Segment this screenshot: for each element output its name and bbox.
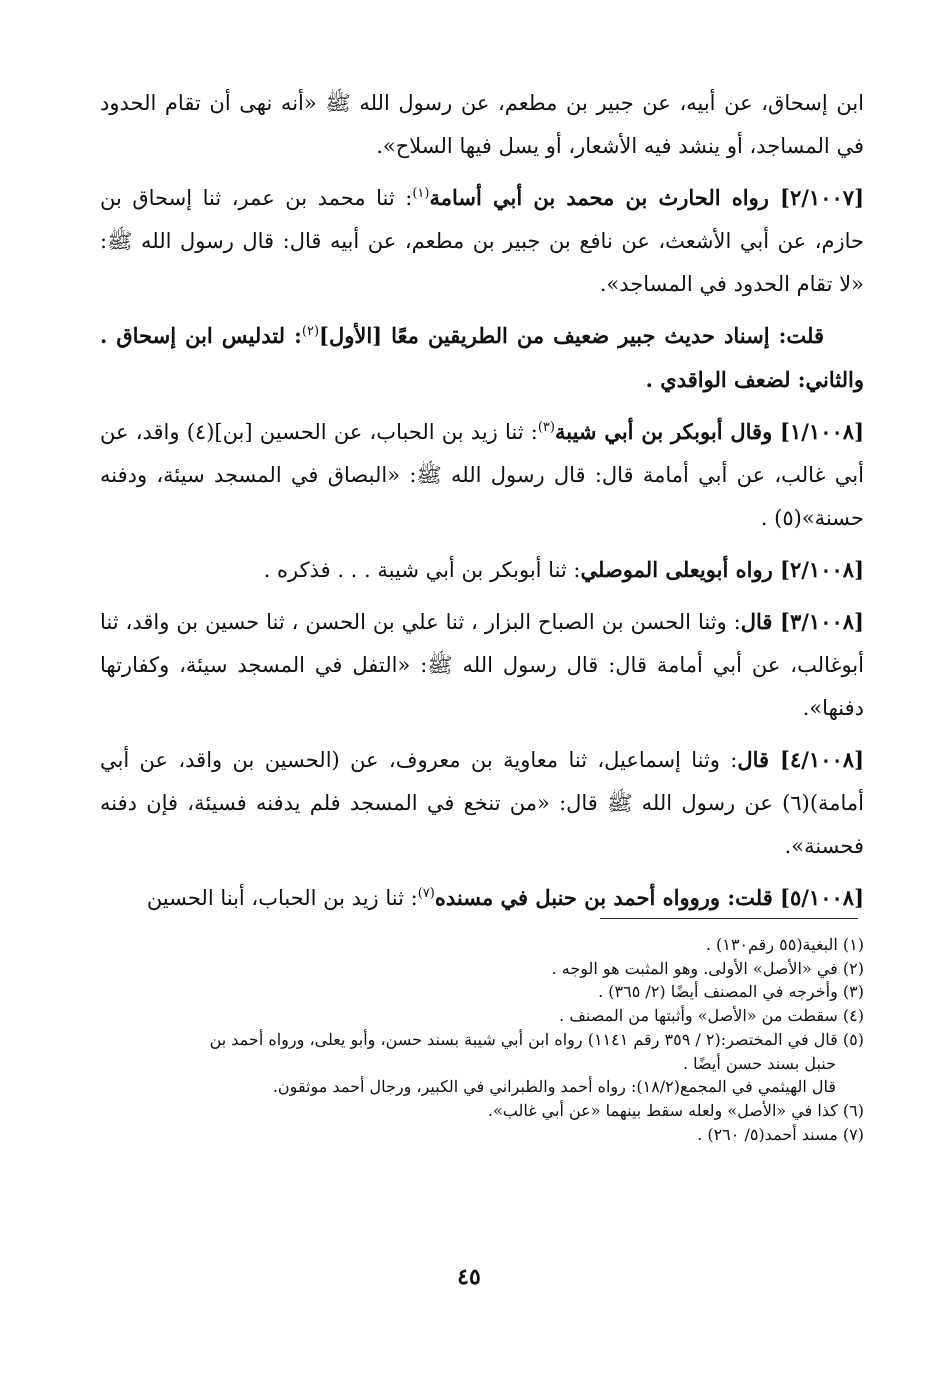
- footnote-marker: (١): [412, 186, 430, 201]
- footnote-text: (٤) سقطت من «الأصل» وأثبتها من المصنف .: [559, 1006, 864, 1026]
- paragraph-text: : لتدليس ابن إسحاق . والثاني: لضعف الواقدي .: [100, 323, 864, 392]
- main-text: [100, 82, 864, 920]
- footnote-4: [96, 1004, 864, 1028]
- footnote-2: [96, 957, 864, 981]
- paragraph-1: [100, 82, 864, 168]
- paragraph-text: : ثنا زيد بن الحباب، عن الحسين [بن](٤) واقد، عن أبي غالب، عن أبي أمامة قال: قال رسول الله ﷺ: «البصاق في المسجد سيئة، ودفنه حسنة»(٥) .: [100, 420, 864, 530]
- footnote-text: قال الهيثمي في المجمع(١٨/٢): رواه أحمد والطبراني في الكبير، ورجال أحمد موثقون.: [272, 1077, 836, 1097]
- paragraph-7: [100, 738, 864, 868]
- paragraph-8: [100, 876, 864, 920]
- paragraph-text: : وثنا إسماعيل، ثنا معاوية بن معروف، عن (الحسين بن واقد، عن أبي أمامة)(٦) عن رسول الله ﷺ قال: «من تنخع في المسجد فلم يدفنه فسيئة، فإن دفنه فحسنة».: [100, 748, 864, 858]
- footnote-text: (٣) وأخرجه في المصنف أيضًا (٢/ ٣٦٥) .: [598, 982, 864, 1002]
- footnote-marker: (٢): [301, 324, 320, 339]
- hadith-ref: [٥/١٠٠٨] قلت: وروواه أحمد بن حنبل في مسنده: [434, 885, 864, 910]
- paragraph-text: ابن إسحاق، عن أبيه، عن جبير بن مطعم، عن رسول الله ﷺ «أنه نهى أن تقام الحدود في المساجد، أو ينشد فيه الأشعار، أو يسل فيها السلاح».: [100, 91, 864, 158]
- paragraph-text: : ثنا أبوبكر بن أبي شيبة . . . فذكره .: [263, 558, 581, 582]
- page-number: ٤٥: [457, 1264, 481, 1290]
- hadith-ref: [١/١٠٠٨] وقال أبوبكر بن أبي شيبة: [554, 419, 864, 444]
- footnotes: [96, 933, 864, 1146]
- hadith-ref: [٢/١٠٠٨] رواه أبويعلى الموصلي: [580, 557, 864, 582]
- footnote-1: [96, 933, 864, 957]
- paragraph-2: [100, 176, 864, 306]
- hadith-ref: قلت: إسناد حديث جبير ضعيف من الطريقين معًا [الأول]: [319, 323, 824, 348]
- hadith-ref: [٤/١٠٠٨] قال: [737, 747, 864, 772]
- hadith-ref: [٣/١٠٠٨] قال: [740, 609, 864, 634]
- footnote-text: (٧) مسند أحمد(٥/ ٢٦٠) .: [697, 1124, 864, 1144]
- paragraph-5: [100, 548, 864, 592]
- paragraph-text: : ثنا محمد بن عمر، ثنا إسحاق بن حازم، عن أبي الأشعث، عن نافع بن جبير بن مطعم، عن أبيه قال: قال رسول الله ﷺ: «لا تقام الحدود في المساجد».: [100, 186, 864, 296]
- footnote-text: (٢) في «الأصل» الأولى. وهو المثبت هو الوجه .: [551, 958, 864, 978]
- paragraph-3: [100, 314, 864, 402]
- footnote-marker: (٧): [417, 886, 435, 901]
- footnote-marker: (٣): [537, 420, 555, 435]
- footnote-divider: [600, 918, 858, 919]
- paragraph-4: [100, 410, 864, 540]
- footnote-3: [96, 980, 864, 1004]
- footnote-text: (٥) قال في المختصر:(٢ / ٣٥٩ رقم ١١٤١) رواه ابن أبي شيبة بسند حسن، وأبو يعلى، ورواه أحمد بن: [209, 1029, 864, 1049]
- footnote-5-extra: [96, 1075, 864, 1099]
- footnote-7: [96, 1123, 864, 1147]
- footnote-text: (٦) كذا في «الأصل» ولعله سقط بينهما «عن أبي غالب».: [487, 1100, 864, 1120]
- paragraph-text: : ثنا زيد بن الحباب، أبنا الحسين: [146, 886, 418, 910]
- footnote-6: [96, 1099, 864, 1123]
- footnote-continuation: حنبل بسند حسن أيضًا .: [682, 1053, 836, 1073]
- footnote-text: (١) البغية(٥٥ رقم١٣٠) .: [705, 935, 864, 954]
- paragraph-6: [100, 600, 864, 730]
- paragraph-text: : وثنا الحسن بن الصباح البزار ، ثنا علي بن الحسن ، ثنا حسين بن واقد، ثنا أبوغالب، عن أبي أمامة قال: قال رسول الله ﷺ: «التفل في المسجد سيئة، وكفارتها دفنها».: [100, 610, 864, 720]
- hadith-ref: [٢/١٠٠٧] رواه الحارث بن محمد بن أبي أسامة: [429, 185, 864, 210]
- footnote-5: [96, 1028, 864, 1075]
